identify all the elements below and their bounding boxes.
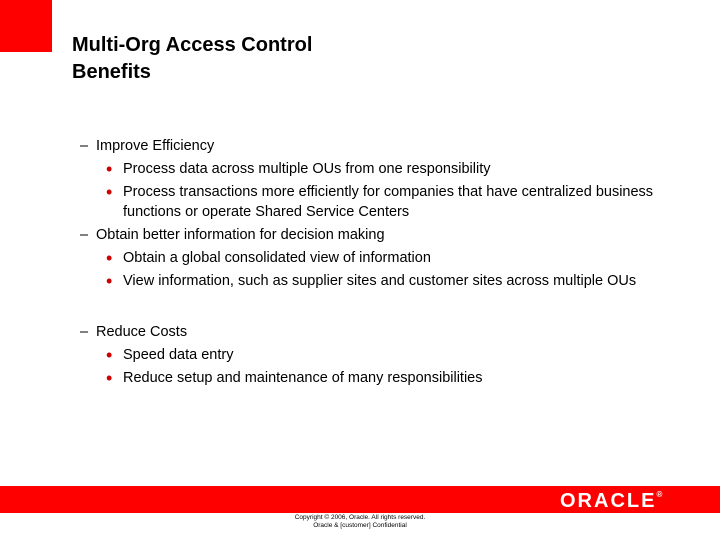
slide-title-line-1: Multi-Org Access Control — [72, 34, 313, 56]
bullet-icon: • — [106, 271, 113, 291]
section-heading-text: Obtain better information for decision making — [96, 227, 385, 243]
bullet-icon: • — [106, 248, 113, 268]
section-heading-text: Reduce Costs — [96, 324, 188, 340]
dash-marker: – — [80, 227, 89, 243]
oracle-logo — [560, 490, 662, 513]
list-item-text: View information, such as supplier sites and customer sites across multiple OUs — [123, 273, 637, 289]
slide-title — [72, 32, 672, 86]
list-item — [106, 182, 666, 222]
list-item — [106, 368, 666, 388]
list-item-text: Obtain a global consolidated view of information — [123, 250, 431, 266]
bullet-icon: • — [106, 182, 113, 202]
brand-red-square — [0, 0, 52, 52]
list-item — [106, 248, 666, 268]
list-item — [106, 271, 666, 291]
list-item — [106, 345, 666, 365]
list-item-text: Process data across multiple OUs from one responsibility — [123, 161, 491, 177]
list-item-text: Process transactions more efficiently for companies that have centralized business functions or operate Shared Service Centers — [123, 184, 654, 220]
list-item — [106, 159, 666, 179]
footer-copyright — [200, 514, 520, 530]
bullet-icon: • — [106, 345, 113, 365]
registered-mark: ® — [656, 490, 663, 499]
list-item-text: Reduce setup and maintenance of many responsibilities — [123, 370, 483, 386]
bullet-icon: • — [106, 159, 113, 179]
list-item-text: Speed data entry — [123, 347, 234, 363]
section-heading-text: Improve Efficiency — [96, 138, 215, 154]
bullet-icon: • — [106, 368, 113, 388]
slide-title-line-2: Benefits — [72, 61, 151, 83]
oracle-logo-text: ORACLE — [560, 490, 657, 512]
dash-marker: – — [80, 324, 89, 340]
confidential-text: Oracle & [customer] Confidential — [313, 522, 407, 529]
copyright-text: Copyright © 2006, Oracle. All rights reserved. — [294, 514, 426, 521]
dash-marker: – — [80, 138, 89, 154]
